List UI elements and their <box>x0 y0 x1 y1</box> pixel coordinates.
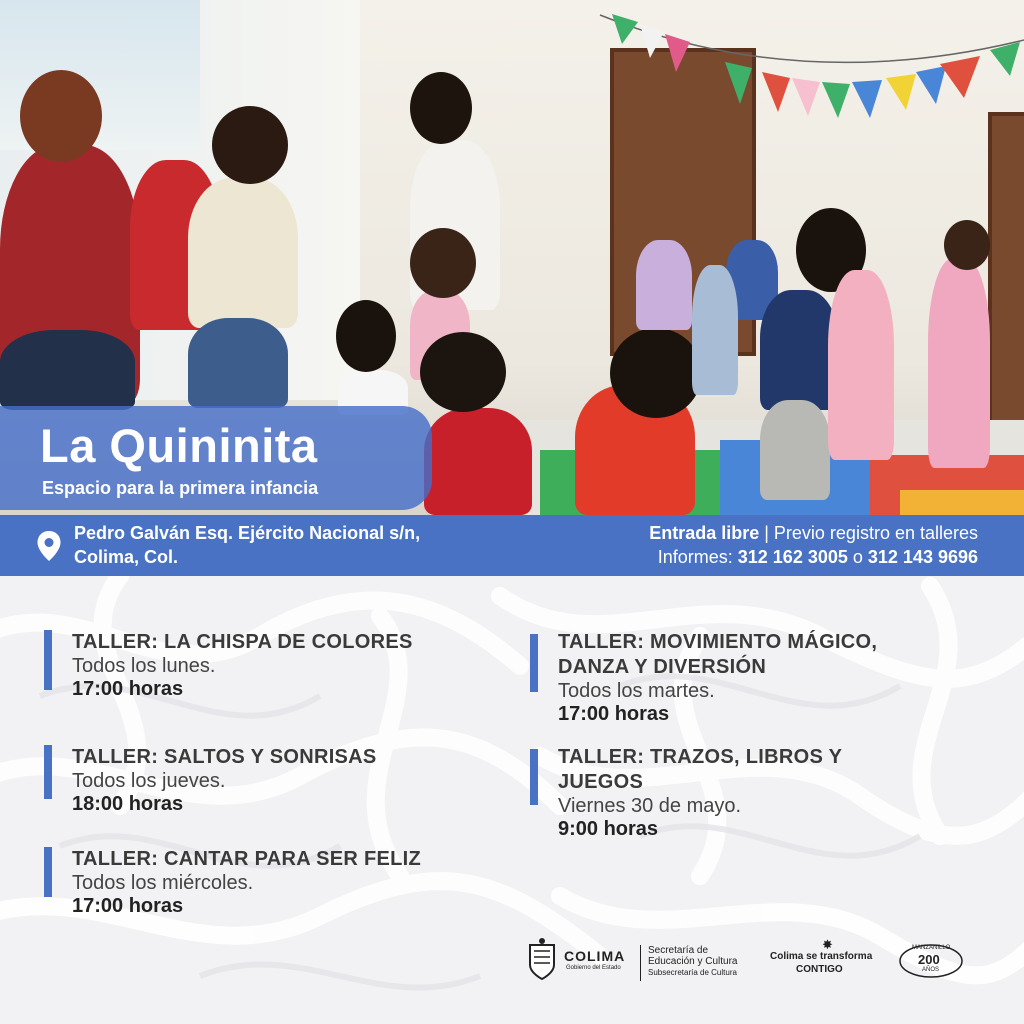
footer-logos <box>526 935 976 989</box>
photo-head <box>336 300 396 372</box>
address-line-1: Pedro Galván Esq. Ejército Nacional s/n, <box>74 523 421 543</box>
photo-child <box>828 270 894 460</box>
transforma-line-2: CONTIGO <box>796 964 843 975</box>
taller-time: 9:00 horas <box>558 818 659 840</box>
entry-free: Entrada libre <box>649 523 760 543</box>
manzanillo-text: MANZANILLO <box>912 945 951 951</box>
entry-registration: Previo registro en talleres <box>773 523 978 543</box>
taller-item <box>530 630 990 726</box>
secretaria-line-3: Subsecretaría de Cultura <box>648 968 737 977</box>
taller-accent-bar <box>44 630 52 690</box>
taller-title: TALLER: SALTOS Y SONRISAS <box>72 746 377 768</box>
secretaria-line-2: Educación y Cultura <box>648 956 738 967</box>
taller-time: 17:00 horas <box>72 678 184 700</box>
taller-accent-bar <box>44 745 52 799</box>
gobierno-text: Gobierno del Estado <box>566 965 621 971</box>
transforma-line-1: Colima se transforma <box>770 951 873 962</box>
photo-head <box>610 328 702 418</box>
phone-separator: o <box>847 547 868 567</box>
photo-child <box>760 290 838 410</box>
page-subtitle: Espacio para la primera infancia <box>42 478 319 498</box>
informes-label: Informes: <box>657 547 738 567</box>
location-pin-icon <box>36 530 62 562</box>
taller-day: Viernes 30 de mayo. <box>558 795 742 817</box>
taller-item <box>44 630 504 701</box>
anos-number: 200 <box>918 952 940 967</box>
colima-logo-text: COLIMA <box>564 948 626 964</box>
photo-head <box>410 72 472 144</box>
taller-title-line-1: TALLER: TRAZOS, LIBROS Y <box>558 746 843 768</box>
star-icon: ✸ <box>822 937 833 952</box>
taller-item <box>44 847 504 918</box>
entry-line <box>649 521 978 545</box>
phone-2[interactable]: 312 143 9696 <box>867 547 978 567</box>
taller-day: Todos los jueves. <box>72 770 226 792</box>
taller-time: 17:00 horas <box>558 703 670 725</box>
photo-child <box>928 258 990 468</box>
photo-child <box>760 400 830 500</box>
address-line-2: Colima, Col. <box>74 547 179 567</box>
taller-time: 18:00 horas <box>72 793 184 815</box>
photo-mat <box>900 490 1024 515</box>
taller-title: TALLER: LA CHISPA DE COLORES <box>72 631 413 653</box>
entry-info <box>649 521 978 569</box>
logo-divider <box>640 945 641 981</box>
taller-item <box>44 745 504 816</box>
phone-1[interactable]: 312 162 3005 <box>737 547 848 567</box>
photo-head <box>20 70 102 162</box>
taller-title: TALLER: CANTAR PARA SER FELIZ <box>72 848 422 870</box>
secretaria-line-1: Secretaría de <box>648 945 709 956</box>
photo-child <box>424 408 532 515</box>
secretaria-logo <box>648 945 738 978</box>
photo-head <box>420 332 506 412</box>
photo-head <box>410 228 476 298</box>
taller-accent-bar <box>44 847 52 897</box>
bunting-decoration <box>0 0 1024 140</box>
page-title: La Quininita <box>40 419 318 472</box>
taller-time: 17:00 horas <box>72 895 184 917</box>
photo-head <box>944 220 990 270</box>
entry-separator: | <box>759 523 774 543</box>
photo-head <box>212 106 288 184</box>
photo-person <box>0 330 135 410</box>
taller-item <box>530 745 990 841</box>
address <box>74 521 420 569</box>
photo-person <box>188 178 298 328</box>
taller-day: Todos los martes. <box>558 680 715 702</box>
taller-day: Todos los miércoles. <box>72 872 254 894</box>
photo-door-right <box>988 112 1024 440</box>
taller-accent-bar <box>530 634 538 692</box>
photo-person <box>188 318 288 408</box>
photo-child <box>692 265 738 395</box>
taller-title-line-1: TALLER: MOVIMIENTO MÁGICO, <box>558 631 878 653</box>
colima-coat-of-arms-icon <box>526 937 558 981</box>
taller-day: Todos los lunes. <box>72 655 216 677</box>
taller-title-line-2: JUEGOS <box>558 771 644 793</box>
photo-child <box>636 240 692 330</box>
taller-title-line-2: DANZA Y DIVERSIÓN <box>558 656 767 678</box>
informes-line <box>649 545 978 569</box>
taller-accent-bar <box>530 749 538 805</box>
anos-text: AÑOS <box>922 967 940 973</box>
